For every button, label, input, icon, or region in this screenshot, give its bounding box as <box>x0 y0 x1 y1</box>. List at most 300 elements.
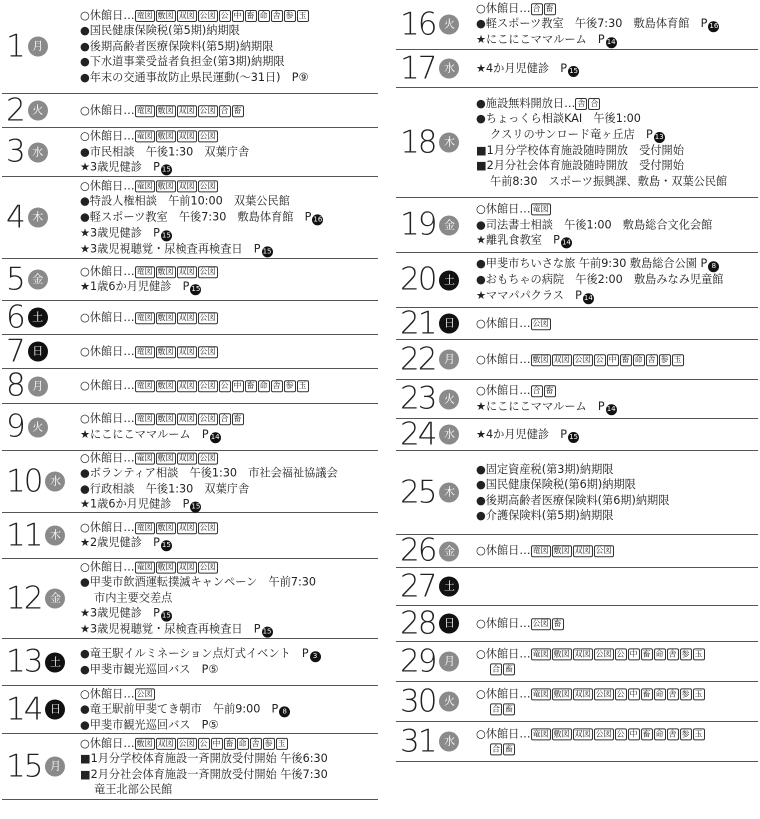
facility-tag: 竜図 <box>136 453 153 463</box>
event-list <box>80 178 323 257</box>
page-ref-badge: 3 <box>310 651 321 662</box>
event-text: ●甲斐市観光巡回バス P⑤ <box>80 718 219 732</box>
event-text: ●国民健康保険税(第5期)納期限 <box>80 24 240 38</box>
day-number: 27 <box>400 568 436 604</box>
date-label <box>6 299 48 335</box>
event-line <box>80 767 328 783</box>
event-text: ○休館日… <box>80 310 135 324</box>
date-label <box>400 50 459 86</box>
day-number: 25 <box>400 474 436 510</box>
page-ref-badge: 8 <box>708 261 719 272</box>
event-line <box>80 225 323 241</box>
page-ref-badge: 14 <box>583 293 593 302</box>
day-row-7 <box>2 335 378 369</box>
day-row-20 <box>396 253 758 308</box>
facility-tag: 畜 <box>642 728 651 738</box>
facility-tag: 敷図 <box>157 266 174 276</box>
event-line <box>80 194 323 210</box>
facility-tag: 敷図 <box>553 728 570 738</box>
date-label <box>6 367 48 404</box>
facility-tag: 敷図 <box>157 180 174 190</box>
facility-tag: 竜図 <box>532 546 549 556</box>
facility-tag: 玉 <box>277 738 286 748</box>
facility-tag: 合 <box>492 704 500 714</box>
event-text: ■1月分学校体育施設随時開放 受付開始 <box>476 143 684 157</box>
event-line <box>476 726 706 742</box>
facility-tag: 双図 <box>553 354 570 364</box>
event-line <box>476 61 579 77</box>
weekday-badge: 金 <box>45 589 65 609</box>
event-list <box>80 686 290 733</box>
event-text: ○休館日… <box>80 344 135 358</box>
event-list <box>80 8 310 86</box>
facility-tag: 公図 <box>199 453 216 463</box>
date-label <box>400 124 459 160</box>
event-line <box>476 702 706 718</box>
facility-tag: 双図 <box>178 266 195 276</box>
event-text: ★2歳児健診 P <box>80 536 160 550</box>
event-line <box>80 310 219 326</box>
event-text: ○休館日… <box>80 264 135 278</box>
facility-tag: 中 <box>233 10 242 20</box>
event-line <box>80 178 323 194</box>
facility-tag: 中 <box>629 688 638 698</box>
event-list <box>476 726 706 757</box>
event-text: ●国民健康保険税(第6期)納期限 <box>476 477 636 491</box>
facility-tag: 公図 <box>595 546 612 556</box>
date-label <box>400 261 459 298</box>
event-text: ○休館日… <box>476 384 531 398</box>
facility-tag: 双図 <box>178 131 195 141</box>
event-line <box>476 742 706 758</box>
facility-tag: 敷図 <box>157 522 174 532</box>
day-row-6 <box>2 301 378 335</box>
facility-tag: 中 <box>608 354 617 364</box>
day-number: 2 <box>6 92 24 128</box>
date-label <box>400 6 459 42</box>
facility-tag: 命 <box>655 688 664 698</box>
event-list <box>476 61 579 77</box>
day-row-23 <box>396 380 758 419</box>
event-line <box>80 411 245 427</box>
facility-tag: 双図 <box>178 312 195 322</box>
day-number: 30 <box>400 683 436 719</box>
weekday-badge: 土 <box>28 308 48 328</box>
event-line <box>476 477 669 493</box>
event-list <box>476 352 685 368</box>
event-line <box>476 96 727 112</box>
event-text: ●ボランティア相談 午後1:30 市社会福祉協議会 <box>80 466 338 480</box>
event-line <box>476 143 727 159</box>
event-line <box>80 39 310 55</box>
facility-tag: 合 <box>590 98 599 108</box>
page-ref-badge: 15 <box>569 66 578 75</box>
date-label <box>6 643 65 680</box>
page-ref-badge: 15 <box>191 502 201 511</box>
facility-tag: 舎 <box>668 648 677 658</box>
facility-tag: 敷図 <box>532 354 549 364</box>
facility-tag: 公図 <box>595 728 612 738</box>
event-line <box>80 103 245 119</box>
weekday-badge: 水 <box>439 59 459 79</box>
day-row-16 <box>396 0 758 50</box>
weekday-badge: 土 <box>439 270 459 290</box>
event-line <box>80 735 328 751</box>
day-row-18 <box>396 88 758 198</box>
facility-tag: 舎 <box>668 688 677 698</box>
weekday-badge: 日 <box>439 614 459 634</box>
event-list <box>80 378 310 394</box>
event-text: ★3歳児健診 P <box>80 226 160 240</box>
event-text: ●市民相談 午後1:30 双葉庁舎 <box>80 145 250 158</box>
event-text: ●甲斐市観光巡回バス P⑤ <box>80 663 219 677</box>
facility-tag: 竜図 <box>136 266 153 276</box>
weekday-badge: 月 <box>439 652 459 672</box>
facility-tag: 公図 <box>574 354 591 364</box>
day-number: 7 <box>6 333 24 369</box>
facility-tag: 公 <box>199 738 208 748</box>
event-line <box>80 702 290 718</box>
facility-tag: 公 <box>616 688 625 698</box>
facility-tag: 命 <box>655 648 664 658</box>
event-line <box>80 23 310 39</box>
page-ref-badge: 14 <box>606 404 616 413</box>
event-text: ★ママパパクラス P <box>476 288 582 302</box>
page-ref-badge: 15 <box>161 231 171 240</box>
facility-tag: 命 <box>655 728 664 738</box>
facility-tag: 公図 <box>199 381 216 391</box>
event-line <box>80 751 328 767</box>
facility-tag: 双図 <box>178 180 195 190</box>
day-number: 18 <box>400 124 436 160</box>
event-text: 竜王北部公民館 <box>94 783 173 797</box>
facility-tag: 竜図 <box>136 381 153 391</box>
day-number: 11 <box>6 517 42 553</box>
weekday-badge: 火 <box>28 101 48 121</box>
weekday-badge: 金 <box>439 215 459 235</box>
calendar-column-right <box>396 0 758 762</box>
event-line <box>476 461 669 477</box>
event-list <box>476 96 727 190</box>
event-text: ○休館日… <box>80 686 135 700</box>
facility-tag: 公図 <box>595 648 612 658</box>
day-row-17 <box>396 50 758 88</box>
facility-tag: 玉 <box>298 381 307 391</box>
event-line <box>80 160 249 176</box>
weekday-badge: 日 <box>439 314 459 334</box>
facility-tag: 畜 <box>545 386 554 396</box>
event-line <box>80 344 219 360</box>
date-label <box>400 206 459 243</box>
facility-tag: 中 <box>212 738 221 748</box>
date-label <box>400 305 459 341</box>
event-text: ○休館日… <box>80 520 135 534</box>
facility-tag: 竜図 <box>136 562 153 572</box>
day-row-5 <box>2 259 378 301</box>
event-line <box>80 606 316 622</box>
facility-tag: 参 <box>264 738 273 748</box>
facility-tag: 敷図 <box>157 312 174 322</box>
day-row-2 <box>2 94 378 128</box>
date-label <box>6 408 48 445</box>
event-text: ●司法書士相談 午後1:00 敷島総合文化会館 <box>476 218 713 231</box>
event-line <box>80 782 328 798</box>
date-label <box>6 691 65 727</box>
page-ref-badge: 15 <box>191 285 201 294</box>
facility-tag: 双図 <box>178 381 195 391</box>
page-ref-badge: 15 <box>262 627 272 636</box>
event-line <box>476 662 706 678</box>
calendar-column-left <box>2 0 378 800</box>
weekday-badge: 火 <box>28 417 48 437</box>
event-line <box>80 279 219 295</box>
event-text: ○休館日… <box>80 129 135 143</box>
facility-tag: 公図 <box>199 180 216 190</box>
date-label <box>400 683 459 719</box>
day-row-13 <box>2 639 378 686</box>
event-line <box>476 686 706 702</box>
event-line <box>80 686 290 702</box>
event-list <box>476 686 706 717</box>
event-line <box>80 378 310 394</box>
facility-tag: 畜 <box>246 10 255 20</box>
facility-tag: 竜図 <box>136 105 153 115</box>
facility-tag: 公 <box>220 10 229 20</box>
facility-tag: 舎 <box>251 738 260 748</box>
event-line <box>476 111 727 127</box>
event-line <box>476 272 723 288</box>
facility-tag: 竜図 <box>136 346 153 356</box>
event-list <box>476 256 723 304</box>
event-line <box>80 559 316 575</box>
weekday-badge: 火 <box>439 692 459 712</box>
facility-tag: 双図 <box>178 346 195 356</box>
date-label <box>400 605 459 641</box>
date-label <box>400 568 459 604</box>
facility-tag: 敷図 <box>157 381 174 391</box>
day-number: 4 <box>6 199 24 235</box>
facility-tag: 敷図 <box>157 10 174 20</box>
weekday-badge: 月 <box>45 757 65 777</box>
event-list <box>476 383 617 415</box>
facility-tag: 合 <box>532 3 541 13</box>
event-text: ●固定資産税(第3期)納期限 <box>476 462 614 476</box>
day-number: 5 <box>6 261 24 297</box>
event-line <box>80 646 321 662</box>
event-text: 市内主要交差点 <box>94 591 173 605</box>
facility-tag: 敷図 <box>157 453 174 463</box>
event-line <box>476 399 617 415</box>
event-text: ○休館日… <box>476 352 531 366</box>
facility-tag: 玉 <box>694 688 703 698</box>
event-line <box>80 54 310 70</box>
event-line <box>80 70 310 86</box>
day-number: 12 <box>6 580 42 616</box>
event-list <box>476 427 579 443</box>
weekday-badge: 金 <box>439 541 459 561</box>
event-line <box>476 233 712 249</box>
event-text: ●特設人権相談 午前10:00 双葉公民館 <box>80 194 290 208</box>
day-number: 8 <box>6 367 24 404</box>
day-row-8 <box>2 369 378 404</box>
event-text: ★にこにこママルーム P <box>476 399 605 413</box>
facility-tag: 命 <box>259 10 268 20</box>
facility-tag: 敷図 <box>553 688 570 698</box>
facility-tag: 公 <box>616 648 625 658</box>
facility-tag: 玉 <box>673 354 682 364</box>
event-line <box>80 144 249 160</box>
event-line <box>80 466 338 482</box>
weekday-badge: 土 <box>439 577 459 597</box>
facility-tag: 竜図 <box>532 688 549 698</box>
facility-tag: 双図 <box>178 105 195 115</box>
event-list <box>80 520 219 552</box>
date-label <box>400 416 459 452</box>
facility-tag: 公図 <box>136 688 153 698</box>
facility-tag: 舎 <box>272 10 281 20</box>
facility-tag: 公図 <box>178 738 195 748</box>
event-line <box>80 8 310 24</box>
event-line <box>80 662 321 678</box>
event-text: ■2月分社会体育施設一斉開放受付開始 午後7:30 <box>80 767 328 781</box>
day-row-1 <box>2 0 378 94</box>
day-number: 10 <box>6 463 42 499</box>
event-text: ○休館日… <box>80 736 135 750</box>
facility-tag: 畜 <box>246 381 255 391</box>
event-text: ●軽スポーツ教室 午後7:30 敷島体育館 P <box>476 17 708 31</box>
event-list <box>80 103 245 119</box>
event-text: ○休館日… <box>476 202 531 216</box>
date-label <box>6 92 48 128</box>
day-row-21 <box>396 305 758 341</box>
facility-tag: 中 <box>629 728 638 738</box>
event-line <box>80 575 316 591</box>
day-number: 19 <box>400 206 436 243</box>
facility-tag: 敷図 <box>136 738 153 748</box>
event-list <box>80 646 321 678</box>
event-line <box>476 201 712 217</box>
facility-tag: 竜図 <box>136 414 153 424</box>
facility-tag: 畜 <box>233 105 242 115</box>
day-row-19 <box>396 198 758 253</box>
event-text: ○休館日… <box>80 379 135 393</box>
facility-tag: 畜 <box>545 3 554 13</box>
date-label <box>6 517 65 553</box>
facility-tag: 畜 <box>225 738 234 748</box>
event-text: ●軽スポーツ教室 午後7:30 敷島体育館 P <box>80 210 312 224</box>
facility-tag: 舎 <box>272 381 281 391</box>
day-row-11 <box>2 513 378 559</box>
facility-tag: 敷図 <box>157 105 174 115</box>
event-text: ○休館日… <box>476 316 531 330</box>
day-row-22 <box>396 340 758 380</box>
facility-tag: 畜 <box>505 744 513 754</box>
facility-tag: 双図 <box>157 738 174 748</box>
facility-tag: 竜図 <box>136 131 153 141</box>
event-line <box>476 127 727 143</box>
weekday-badge: 木 <box>45 526 65 546</box>
facility-tag: 玉 <box>694 728 703 738</box>
event-line <box>476 256 723 272</box>
day-number: 26 <box>400 532 436 569</box>
day-row-28 <box>396 606 758 642</box>
page-ref-badge: 14 <box>606 38 616 47</box>
weekday-badge: 火 <box>439 389 459 409</box>
day-number: 13 <box>6 643 42 680</box>
day-number: 24 <box>400 416 436 452</box>
event-line <box>80 718 290 734</box>
facility-tag: 命 <box>634 354 643 364</box>
weekday-badge: 土 <box>45 652 65 672</box>
facility-tag: 敷図 <box>553 648 570 658</box>
event-text: ●甲斐市ちいさな旅 午前9:30 敷島総合公園 P <box>476 257 708 271</box>
event-text: ★3歳児視聴覚・尿検査再検査日 P <box>80 622 261 636</box>
weekday-badge: 水 <box>45 472 65 492</box>
day-row-12 <box>2 559 378 639</box>
weekday-badge: 水 <box>28 142 48 162</box>
event-text: ○休館日… <box>80 412 135 426</box>
event-text: ●年末の交通事故防止県民運動(～31日) P⑨ <box>80 70 309 84</box>
event-text: 午前8:30 スポーツ振興課、敷島・双葉公民館 <box>490 174 728 188</box>
facility-tag: 玉 <box>694 648 703 658</box>
day-row-9 <box>2 404 378 451</box>
facility-tag: 双図 <box>574 688 591 698</box>
facility-tag: 双図 <box>178 10 195 20</box>
event-text: ●行政相談 午後1:30 双葉庁舎 <box>80 482 250 496</box>
day-number: 6 <box>6 299 24 335</box>
date-label <box>400 474 459 510</box>
facility-tag: 中 <box>233 381 242 391</box>
facility-tag: 玉 <box>298 10 307 20</box>
day-number: 17 <box>400 50 436 86</box>
date-label <box>6 580 65 616</box>
event-text: ○休館日… <box>476 544 531 558</box>
facility-tag: 公図 <box>532 318 549 328</box>
day-row-24 <box>396 416 758 452</box>
event-list <box>476 461 669 523</box>
date-label <box>400 532 459 569</box>
event-line <box>80 590 316 606</box>
page-ref-badge: 15 <box>569 432 578 441</box>
facility-tag: 双図 <box>574 648 591 658</box>
weekday-badge: 月 <box>439 350 459 370</box>
facility-tag: 参 <box>681 728 690 738</box>
page-ref-badge: 15 <box>262 247 272 256</box>
event-list <box>476 1 719 49</box>
event-text: ●甲斐市飲酒運転撲滅キャンペーン 午前7:30 <box>80 575 317 589</box>
event-list <box>80 559 316 638</box>
day-row-4 <box>2 177 378 259</box>
facility-tag: 敷図 <box>157 131 174 141</box>
event-text: ★離乳食教室 P <box>476 233 560 247</box>
facility-tag: 公図 <box>595 688 612 698</box>
event-line <box>476 427 579 443</box>
facility-tag: 竜図 <box>532 728 549 738</box>
event-line <box>476 288 723 304</box>
event-list <box>476 616 565 632</box>
day-row-27 <box>396 568 758 606</box>
date-label <box>6 463 65 499</box>
event-text: ★3歳児健診 P <box>80 160 160 174</box>
page-ref-badge: 8 <box>279 707 290 718</box>
facility-tag: 参 <box>681 688 690 698</box>
event-line <box>80 481 338 497</box>
event-line <box>476 16 719 32</box>
facility-tag: 公図 <box>199 105 216 115</box>
event-text: クスリのサンロード竜ヶ丘店 P <box>490 127 653 141</box>
event-line <box>476 493 669 509</box>
facility-tag: 公図 <box>199 10 216 20</box>
